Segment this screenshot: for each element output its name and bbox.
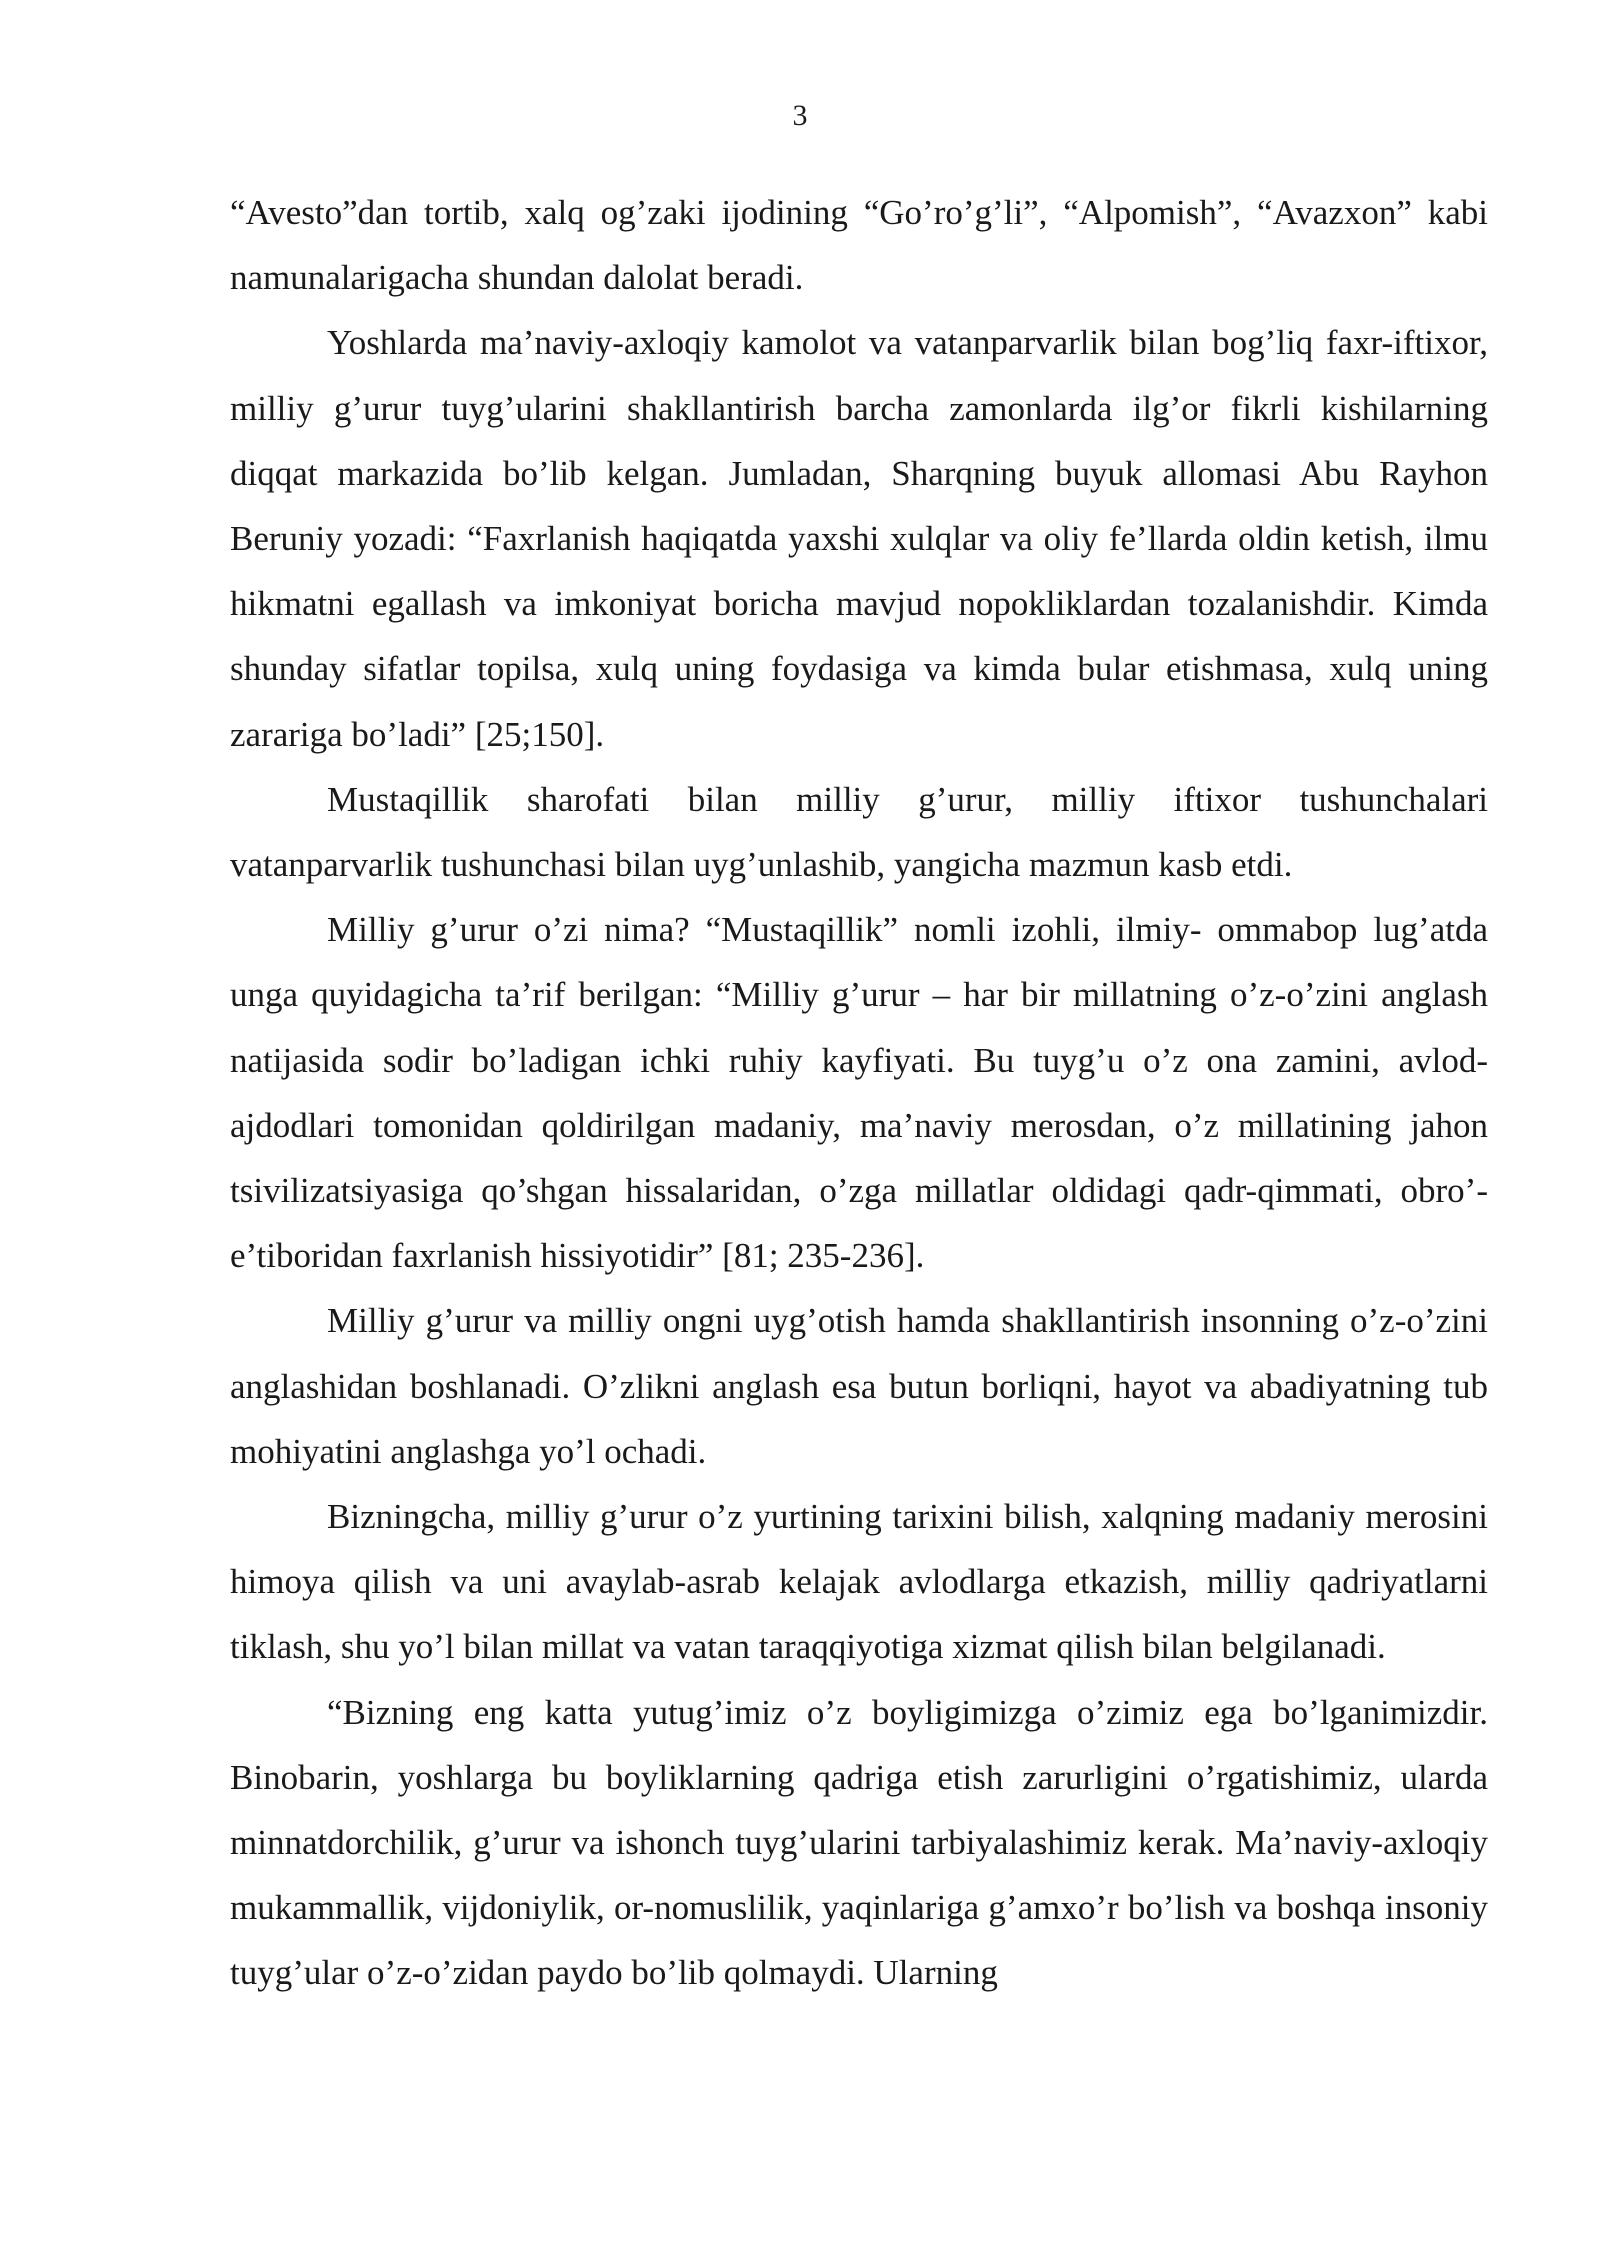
paragraph-6: Bizningcha, milliy g’urur o’z yurtining tarixini bilish, xalqning madaniy merosini himoya qilish va uni avaylab-asrab kelajak avlodlarga etkazish, milliy qadriyatlarni tiklash, shu yo’l bilan millat va vatan taraqqiyotiga xizmat qilish bilan belgilanadi. [230, 1497, 1488, 1667]
paragraph-7: “Bizning eng katta yutug’imiz o’z boyligimizga o’zimiz ega bo’lganimizdir. Binobarin, yoshlarga bu boyliklarning qadriga etish zarurligini o’rgatishimiz, ularda minnatdorchilik, g’urur va ishonch tuyg’ularini tarbiyalashimiz kerak. Ma’naviy-axloqiy mukammallik, vijdoniylik, or-nomuslilik, yaqinlariga g’amxo’r bo’lish va boshqa insoniy tuyg’ular o’z-o’zidan paydo bo’lib qolmaydi. Ularning [230, 1692, 1488, 1993]
paragraph-1: “Avesto”dan tortib, xalq og’zaki ijodining “Go’ro’g’li”, “Alpomish”, “Avazxon” kabi namunalarigacha shundan dalolat beradi. [230, 193, 1488, 298]
page-number: 3 [792, 99, 808, 132]
document-body [230, 180, 1488, 2006]
paragraph-2: Yoshlarda ma’naviy-axloqiy kamolot va vatanparvarlik bilan bog’liq faxr-iftixor, milliy g’urur tuyg’ularini shakllantirish barcha zamonlarda ilg’or fikrli kishilarning diqqat markazida bo’lib kelgan. Jumladan, Sharqning buyuk allomasi Abu Rayhon Beruniy yozadi: “Faxrlanish haqiqatda yaxshi xulqlar va oliy fe’llarda oldin ketish, ilmu hikmatni egallash va imkoniyat boricha mavjud nopokliklardan tozalanishdir. Kimda shunday sifatlar topilsa, xulq uning foydasiga va kimda bular etishmasa, xulq uning zarariga bo’ladi” [25;150]. [230, 323, 1488, 754]
paragraph-4: Milliy g’urur o’zi nima? “Mustaqillik” nomli izohli, ilmiy- ommabop lug’atda unga quyidagicha ta’rif berilgan: “Milliy g’urur – har bir millatning o’z-o’zini anglash natijasida sodir bo’ladigan ichki ruhiy kayfiyati. Bu tuyg’u o’z ona zamini, avlod-ajdodlari tomonidan qoldirilgan madaniy, ma’naviy merosdan, o’z millatining jahon tsivilizatsiyasiga qo’shgan hissalaridan, o’zga millatlar oldidagi qadr-qimmati, obro’-e’tiboridan faxrlanish hissiyotidir” [81; 235-236]. [230, 910, 1488, 1276]
paragraph-3: Mustaqillik sharofati bilan milliy g’urur, milliy iftixor tushunchalari vatanparvarlik tushunchasi bilan uyg’unlashib, yangicha mazmun kasb etdi. [230, 779, 1488, 885]
paragraph-5: Milliy g’urur va milliy ongni uyg’otish hamda shakllantirish insonning o’z-o’zini anglashidan boshlanadi. O’zlikni anglash esa butun borliqni, hayot va abadiyatning tub mohiyatini anglashga yo’l ochadi. [230, 1301, 1488, 1471]
